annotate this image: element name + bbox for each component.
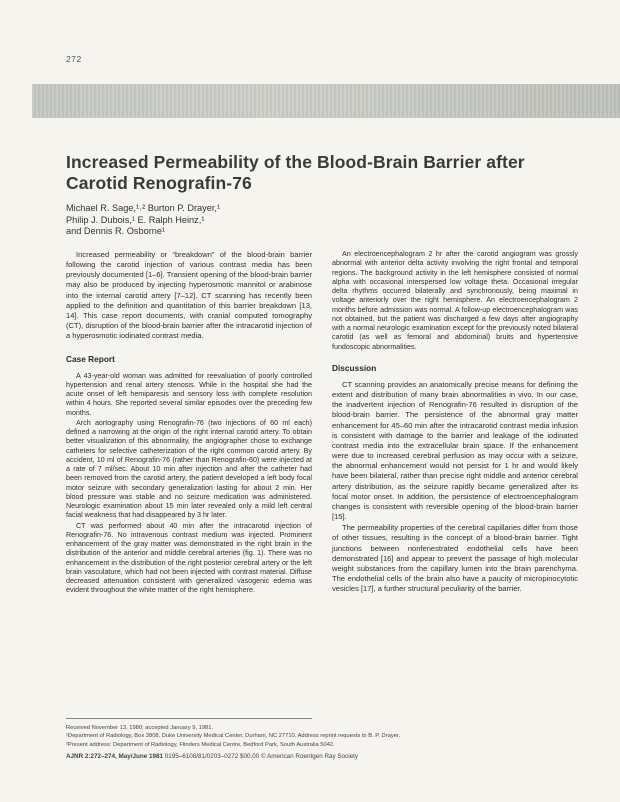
header-band [32, 84, 620, 118]
abstract-paragraph: Increased permeability or “breakdown” of the blood-brain barrier following the carotid injection of various contrast media has been previously documented [1–6]. Transient opening of the blood-brain barrier may also be produced by injecting hyperosmotic mannitol or arabinose into the internal carotid artery [7–12]. CT scanning has recently been applied to the definition and quantitation of this barrier breakdown [13, 14]. This case report documents, with cranial computed tomography (CT), disruption of the blood-brain barrier after the intracarotid injection of a hyperosmotic iodinated contrast media. [66, 250, 312, 341]
journal-details: 0195–6108/81/0203–0272 $00.00 © American Roentgen Ray Society [162, 752, 359, 760]
left-column [66, 250, 312, 597]
discussion-body [332, 380, 578, 594]
author-line: Michael R. Sage,¹˒² Burton P. Drayer,¹ [66, 203, 221, 213]
discussion-paragraph: CT scanning provides an anatomically precise means for defining the extent and distribution of many brain abnormalities in vivo. In our case, the inadvertent injection of Renografin-76 resulted in disruption of the blood-brain barrier. The persistence of the abnormal gray matter enhancement for 45–60 min after the intracarotid contrast media infusion is consistent with damage to the barrier and leakage of the iodinated contrast media into the extracellular brain space. If the enhancement were due to increased cerebral perfusion as may occur with a seizure, the abnormal enhancement would not persist for 1 hr and would likely have been bilateral, rather than precise right middle and anterior cerebral artery distribution, as the seizure rapidly became generalized after its focal motor onset. In addition, the persistence of electroencephalogram changes is consistent with reversible opening of the blood-brain barrier [15]. [332, 380, 578, 522]
author-list [66, 203, 366, 238]
author-line: Philip J. Dubois,¹ E. Ralph Heinz,¹ [66, 214, 205, 225]
discussion-paragraph: The permeability properties of the cerebral capillaries differ from those of other tissues, resulting in the concept of a blood-brain barrier. Tight junctions between nonfenestrated endothelial cells have been demonstrated [16] and appear to prevent the passage of high molecular weight substances from the capillary lumen into the brain parenchyma. The endothelial cells of the brain also have a paucity of micropinocytotic vesicles [17], a further structural peculiarity of the barrier. [332, 523, 578, 594]
case-report-paragraph: Arch aortography using Renografin-76 (two injections of 60 ml each) defined a narrowing at the origin of the right internal carotid artery. To obtain better visualization of this abnormality, the angiographer chose to exchange catheters for selective catheterization of the right common carotid artery. By accident, 10 ml of Renografin-76 (rather than Renografin-60) were injected at a rate of 7 ml/sec. About 10 min after injection and after the catheter had been removed from the carotid artery, the patient developed a left body focal motor seizure with secondary generalization lasting for about 2 min. Her blood pressure was stable and no seizure medication was administered. Neurologic examination about 15 min later revealed only a mild left central facial weakness that had disappeared by 3 hr later. [66, 418, 312, 520]
article-title: Increased Permeability of the Blood-Brain Barrier after Carotid Renografin-76 [66, 152, 525, 193]
footnote-rule [66, 718, 312, 719]
abstract [66, 250, 312, 341]
footnotes [66, 724, 586, 761]
eeg-paragraph: An electroencephalogram 2 hr after the carotid angiogram was grossly abnormal with anterior delta activity involving the right frontal and temporal regions. The background activity in the left hemisphere consisted of normal alpha with occasional interspersed low voltage theta. Occasional irregular delta rhythms occurred bilaterally and synchronously, being maximal in voltage anteriorly over the right hemisphere. An electroencephalogram 2 months before admission was normal. A follow-up electroencephalogram was not obtained, but the patient was discharged a few days after angiography with a normal neurologic examination except for the previously noted bilateral carotid (as well as femoral and abdominal) bruits and hypertensive fundoscopic abnormalities. [332, 250, 578, 351]
author-line: and Dennis R. Osborne¹ [66, 226, 166, 236]
received-note: Received November 13, 1980; accepted January 9, 1981. [66, 725, 214, 731]
case-report-body [66, 372, 312, 596]
affiliation-note: ¹Department of Radiology, Box 3808, Duke University Medical Center, Durham, NC 27710. Address reprint requests to B. P. Drayer. [66, 733, 401, 740]
case-report-paragraph: CT was performed about 40 min after the intracarotid injection of Renografin-76. No intravenous contrast medium was injected. Prominent enhancement of the gray matter was demonstrated in the right brain in the distribution of the anterior and middle cerebral arteries (fig. 1). There was no enhancement in the distribution of the right posterior cerebral artery or the left brain vasculature, which had not been injected with contrast material. Diffuse decreased attenuation consistent with generalized vasogenic edema was evident throughout the white matter of the right hemisphere. [66, 521, 312, 595]
affiliation-note: ²Present address: Department of Radiology, Flinders Medical Centre, Bedford Park, South Australia 5042. [66, 741, 335, 748]
case-report-paragraph: A 43-year-old woman was admitted for reevaluation of poorly controlled hypertension and renal artery stenosis. While in the hospital she had the acute onset of left hemiparesis and sensory loss with complete resolution within 4 hours. She reported several similar episodes over the preceding few months. [66, 371, 312, 417]
discussion-heading: Discussion [332, 362, 377, 373]
journal-citation [66, 753, 586, 761]
page-number: 272 [66, 54, 82, 64]
journal-name: AJNR 2:272–274, May/June 1981 [66, 752, 163, 760]
right-column [332, 250, 578, 595]
case-report-heading: Case Report [66, 354, 115, 365]
